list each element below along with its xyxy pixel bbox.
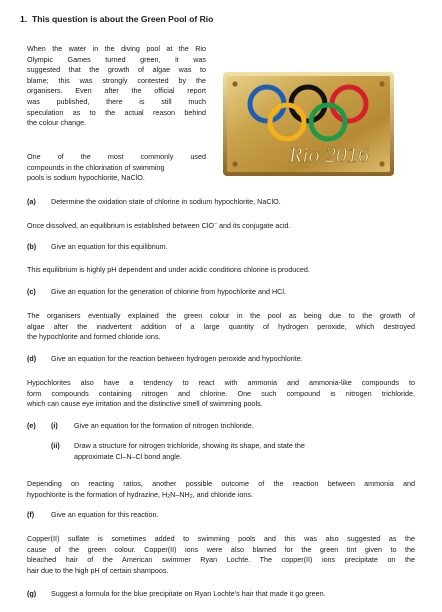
question-b-label: (b) (27, 242, 37, 251)
question-a-label: (a) (27, 197, 36, 206)
hydrazine-paragraph (27, 479, 415, 500)
intro-line: blame; this was strongly contested by the (27, 75, 206, 85)
subscript-2: 2 (167, 493, 171, 500)
question-e-ii-label: (ii) (51, 441, 60, 450)
question-title (20, 14, 213, 24)
copper-line: Copper(II) sulfate is sometimes added to swimming pools and this was also suggested as the (27, 534, 415, 543)
question-d-label: (d) (27, 354, 37, 363)
question-d-text: Give an equation for the reaction between hydrogen peroxide and hypochlorite. (51, 354, 303, 363)
hydrazine-line: Depending on reacting ratios, another possible outcome of the reaction between ammonia and (27, 479, 415, 488)
rio-2016-plaque-image (221, 70, 396, 178)
question-e-ii-text (74, 441, 305, 462)
question-e-ii-line: approximate Cl–N–Cl bond angle. (74, 451, 182, 461)
compounds-line: One of the most commonly used (27, 152, 206, 161)
intro-line: speculation as to the actual reason behind (27, 107, 206, 117)
hydrazine-line (27, 490, 415, 501)
intro-line: was published, there is still much (27, 96, 206, 106)
question-c-text: Give an equation for the generation of chlorine from hypochlorite and HCl. (51, 287, 286, 296)
equilibrium-paragraph (27, 221, 291, 232)
subscript-2: 2 (189, 493, 193, 500)
question-g-text: Suggest a formula for the blue precipitate on Ryan Lochte's hair that made it go green. (51, 589, 326, 598)
hydrazine-formula: N–NH (170, 489, 190, 499)
intro-line: When the water in the diving pool at the Rio (27, 44, 206, 53)
question-e-ii-line: Draw a structure for nitrogen trichloride, showing its shape, and state the (74, 441, 305, 450)
compounds-paragraph (27, 152, 206, 184)
question-b-text: Give an equation for this equilibrium. (51, 242, 168, 251)
intro-line: organisers. Even after the official report (27, 86, 206, 96)
intro-line: Olympic Games turned green, it was (27, 54, 206, 64)
ammonia-paragraph (27, 378, 415, 410)
question-a-text: Determine the oxidation state of chlorine in sodium hypochlorite, NaClO. (51, 197, 281, 206)
question-g (27, 589, 326, 600)
screw-icon (232, 81, 237, 86)
question-g-label: (g) (27, 589, 37, 598)
question-number: 1. (20, 14, 28, 24)
organisers-line: algae after the inadvertent addition of a large quantity of hydrogen peroxide, which destroyed (27, 321, 415, 331)
copper-line: cause of the green colour. Copper(II) ions were also blamed for the green tint given to the (27, 544, 415, 554)
copper-paragraph (27, 534, 415, 576)
hydrazine-text-end: , and chloride ions. (192, 489, 253, 499)
question-e-ii (51, 441, 305, 461)
ammonia-line: which can cause eye irritation and the distinctive smell of swimming pools. (27, 399, 263, 409)
ammonia-line: form compounds containing nitrogen and chlorine. One such compound is nitrogen trichloride, (27, 388, 415, 398)
screw-icon (379, 161, 384, 166)
equilibrium-text: Once dissolved, an equilibrium is established between ClO (27, 221, 214, 230)
screw-icon (232, 161, 237, 166)
intro-line: suggested that the growth of algae was to (27, 65, 206, 75)
screw-icon (379, 81, 384, 86)
copper-line: hair due to the high pH of certain shampoos. (27, 565, 169, 575)
question-f (27, 510, 159, 521)
copper-line: bleached hair of the American swimmer Ryan Lochte. The copper(II) ions precipitate on the (27, 555, 415, 565)
compounds-line: pools is sodium hypochlorite, NaClO. (27, 173, 145, 183)
question-a (27, 197, 281, 208)
question-e-i-label: (i) (51, 421, 58, 430)
superscript-minus: − (213, 221, 218, 227)
intro-line: the colour change. (27, 118, 87, 128)
question-d (27, 354, 303, 365)
question-e (27, 421, 254, 432)
question-e-i-text: Give an equation for the formation of nitrogen trichloride. (74, 421, 254, 430)
intro-paragraph (27, 44, 206, 129)
question-c-label: (c) (27, 287, 36, 296)
question-f-text: Give an equation for this reaction. (51, 510, 159, 519)
organisers-paragraph (27, 311, 415, 343)
hydrazine-text: hypochlorite is the formation of hydrazine, H (27, 489, 168, 499)
organisers-line: the hypochlorite and formed chloride ions. (27, 332, 161, 342)
organisers-line: The organisers eventually explained the green colour in the pool as being due to the growth of (27, 311, 415, 320)
question-b (27, 242, 168, 253)
question-e-label: (e) (27, 421, 36, 430)
compounds-line: compounds in the chlorination of swimming (27, 162, 165, 172)
equilibrium-text-end: and its conjugate acid. (217, 221, 291, 230)
question-title-text: This question is about the Green Pool of Rio (32, 14, 214, 24)
ammonia-line: Hypochlorites also have a tendency to react with ammonia and ammonia-like compounds to (27, 378, 415, 387)
question-c (27, 287, 286, 298)
question-f-label: (f) (27, 510, 35, 519)
plaque-caption: Rio 2016 (288, 142, 369, 167)
ph-paragraph: This equilibrium is highly pH dependent and under acidic conditions chlorine is produced. (27, 265, 310, 274)
